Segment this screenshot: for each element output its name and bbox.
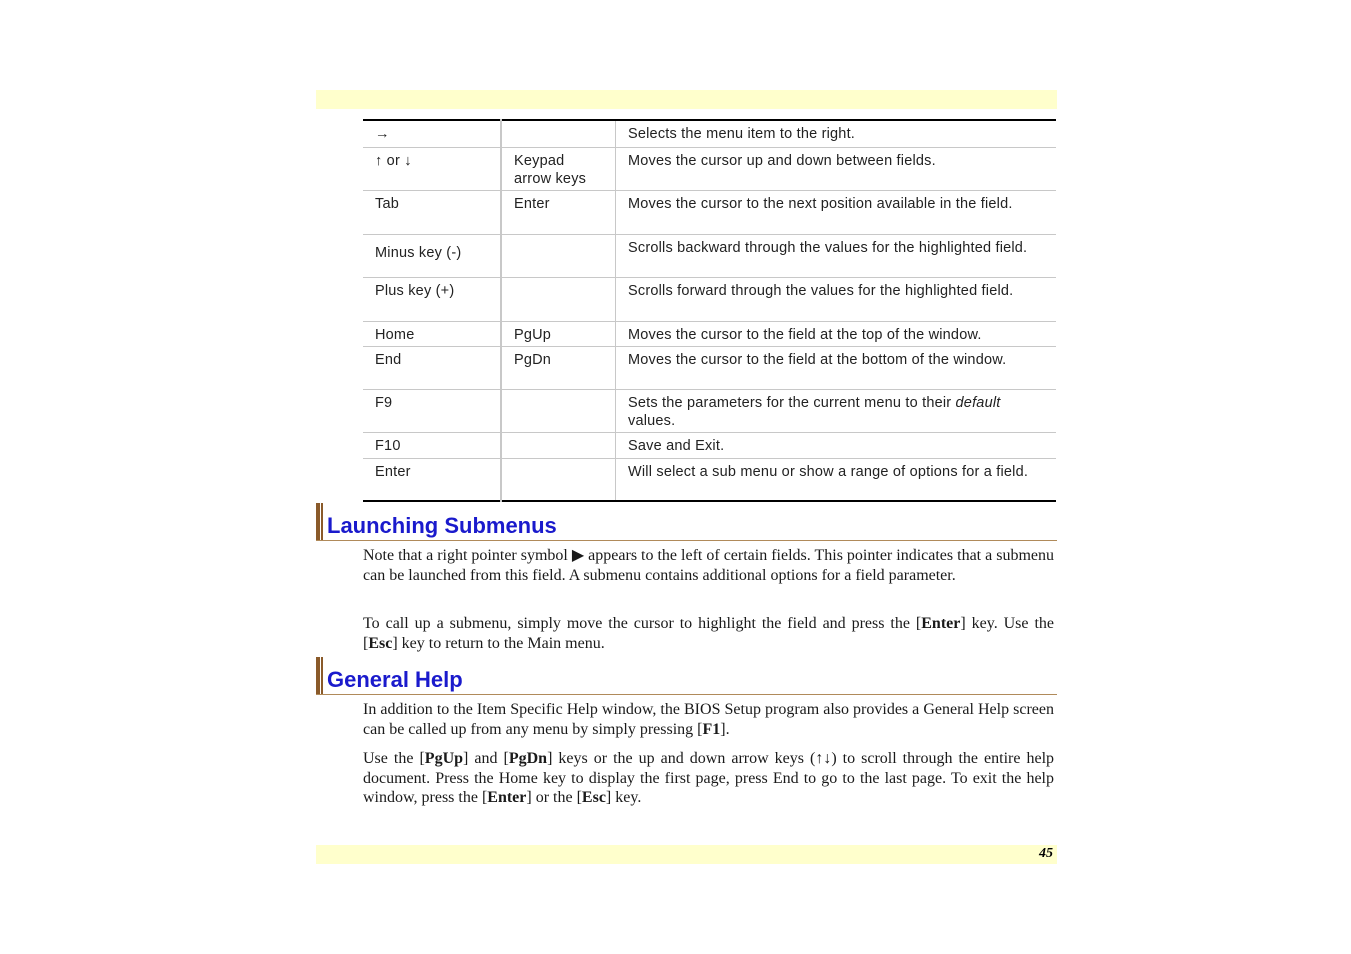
f1-key-label: F1 <box>702 720 721 738</box>
key-cell: End <box>363 346 501 389</box>
esc-key-label: Esc <box>368 634 393 652</box>
text-run: ] key. <box>605 789 642 806</box>
key-cell: Tab <box>363 190 501 234</box>
description-cell: Selects the menu item to the right. <box>628 126 856 142</box>
header-band <box>316 90 1057 109</box>
esc-key-label: Esc <box>581 789 606 806</box>
description-cell: Scrolls forward through the values for the highlighted field. <box>616 277 1057 321</box>
alt-key-cell <box>501 234 616 277</box>
key-cell: Minus key (-) <box>363 234 501 277</box>
description-cell: Save and Exit. <box>616 432 1057 458</box>
pgdn-key-label: PgDn <box>508 750 548 767</box>
general-paragraph-1 <box>363 700 1054 739</box>
description-cell: Scrolls backward through the values for the highlighted field. <box>616 234 1057 277</box>
alt-key-cell <box>501 120 616 147</box>
alt-key-cell <box>501 432 616 458</box>
text-run: ] and [ <box>463 750 509 767</box>
key-cell: Home <box>363 321 501 346</box>
key-table <box>363 119 1056 502</box>
text-run: In addition to the Item Specific Help window, the BIOS Setup program also provides a General Help screen can be called up from any menu by simply pressing [ <box>363 701 1054 738</box>
description-cell: Moves the cursor to the next position available in the field. <box>616 190 1057 234</box>
table-row <box>363 277 1056 321</box>
general-help-heading <box>316 657 1057 695</box>
alt-key-cell <box>501 277 616 321</box>
alt-key-cell: Keypad arrow keys <box>501 147 616 190</box>
key-cell: ↑ or ↓ <box>363 147 501 190</box>
table-row <box>363 120 1056 147</box>
key-cell: F10 <box>363 432 501 458</box>
text-run: ] key. Use the [ <box>363 615 1054 652</box>
text-run: ]. <box>720 720 730 738</box>
text-run: ] keys or the up and down arrow keys (↑↓) to scroll through the entire help document. Press the Home key to display the first page, press End to go to the last page. To exit the help window, press the [ <box>363 750 1055 806</box>
key-cell: → <box>363 120 501 147</box>
section-title: Launching Submenus <box>327 513 557 538</box>
section-title: General Help <box>327 667 463 692</box>
description-cell: Moves the cursor to the field at the top of the window. <box>616 321 1057 346</box>
table-row <box>363 147 1056 190</box>
page-number: 45 <box>1039 846 1053 861</box>
table-row <box>363 321 1056 346</box>
table-row <box>363 346 1056 389</box>
alt-key-cell: PgDn <box>501 346 616 389</box>
description-cell: Moves the cursor to the field at the bottom of the window. <box>616 346 1057 389</box>
general-paragraph-2 <box>363 749 1054 808</box>
launching-submenus-heading <box>316 503 1057 541</box>
table-row <box>363 458 1056 501</box>
enter-key-label: Enter <box>921 615 961 632</box>
text-run: ] or the [ <box>526 789 582 806</box>
alt-key-cell <box>501 389 616 432</box>
description-cell: Moves the cursor up and down between fields. <box>616 147 1057 190</box>
heading-bar <box>316 657 323 694</box>
enter-key-label: Enter <box>487 789 527 806</box>
launching-paragraph-1: Note that a right pointer symbol ▶ appears to the left of certain fields. This pointer indicates that a submenu can be launched from this field. A submenu contains additional options for a field parameter. <box>363 547 1054 584</box>
heading-bar <box>316 503 323 540</box>
table-row <box>363 389 1056 432</box>
table-row <box>363 234 1056 277</box>
footer-band <box>316 845 1057 864</box>
alt-key-cell <box>501 458 616 501</box>
description-text: values. <box>628 412 676 429</box>
alt-key-cell: Enter <box>501 190 616 234</box>
alt-key-cell: PgUp <box>501 321 616 346</box>
description-text: Sets the parameters for the current menu to their <box>628 394 956 411</box>
launching-paragraph-2 <box>363 614 1054 653</box>
text-run: ] key to return to the Main menu. <box>392 634 605 652</box>
key-cell: F9 <box>363 389 501 432</box>
key-cell: Enter <box>363 458 501 501</box>
description-cell: Will select a sub menu or show a range of options for a field. <box>616 458 1057 501</box>
table-row <box>363 432 1056 458</box>
text-run: To call up a submenu, simply move the cursor to highlight the field and press the [ <box>363 615 922 632</box>
key-cell: Plus key (+) <box>363 277 501 321</box>
text-run: Use the [ <box>363 750 425 767</box>
description-cell <box>616 389 1057 432</box>
default-emphasis: default <box>955 394 1001 411</box>
table-row <box>363 190 1056 234</box>
pgup-key-label: PgUp <box>424 750 464 767</box>
